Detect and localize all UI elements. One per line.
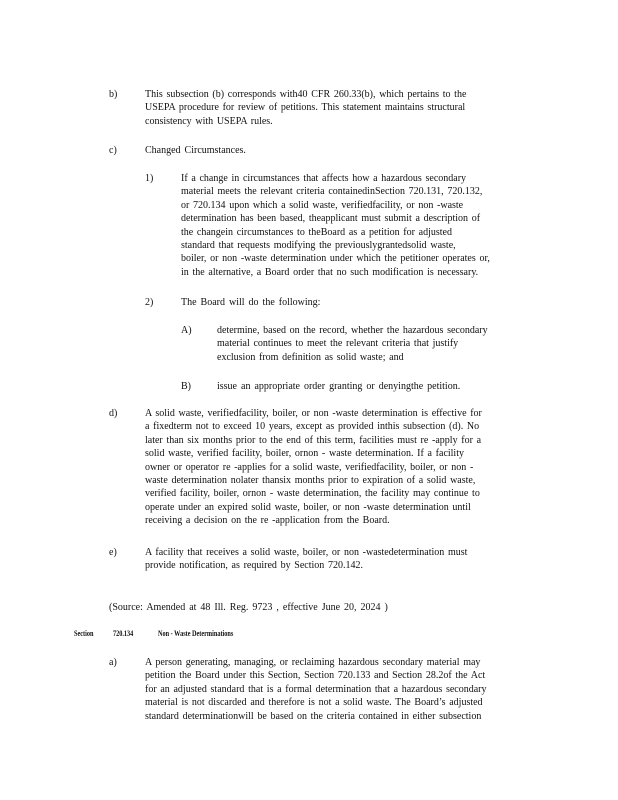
item-2-text: The Board will do the following: bbox=[181, 297, 321, 308]
text-line: operate under an expired solid waste, boiler, or non -waste determination until bbox=[145, 501, 471, 513]
subsection-a-marker: a) bbox=[109, 657, 117, 668]
item-1-marker: 1) bbox=[145, 173, 154, 184]
text-line: receiving a decision on the re -application from the Board. bbox=[145, 515, 390, 527]
text-line: USEPA procedure for review of petitions. This statement maintains structural bbox=[145, 102, 466, 114]
text-line: standard determinationwill be based on the criteria contained in either subsection bbox=[145, 710, 482, 722]
text-line: petition the Board under this Section, Section 720.133 and Section 28.2of the Act bbox=[145, 670, 486, 682]
text-line: boiler, or non -waste determination under which the petitioner operates or, bbox=[181, 253, 490, 265]
section-label: Section bbox=[74, 629, 94, 638]
text-line: determination has been based, theapplicant must submit a description of bbox=[181, 213, 481, 225]
text-line: material meets the relevant criteria containedinSection 720.131, 720.132, bbox=[181, 186, 483, 198]
text-line: waste determination nolater thansix months prior to expiration of a solid waste, bbox=[145, 475, 476, 487]
text-line: for an adjusted standard that is a formal determination that a hazardous secondary bbox=[145, 683, 487, 695]
subsection-e-text bbox=[145, 546, 517, 573]
text-line: material continues to meet the relevant criteria that justify bbox=[217, 338, 459, 350]
subsection-b-marker: b) bbox=[109, 89, 118, 100]
subsection-d-marker: d) bbox=[109, 408, 118, 419]
text-line: consistency with USEPA rules. bbox=[145, 115, 273, 127]
subsection-c-marker: c) bbox=[109, 145, 117, 156]
item-A-text bbox=[217, 324, 524, 364]
subsection-c-heading: Changed Circumstances. bbox=[145, 145, 246, 156]
subsection-d-text bbox=[145, 407, 535, 528]
text-line: A person generating, managing, or reclaiming hazardous secondary material may bbox=[145, 657, 481, 668]
text-line: owner or operator re -applies for a solid waste, verifiedfacility, boiler, or non - bbox=[145, 461, 474, 473]
text-line: solid waste, verified facility, boiler, ornon - waste determination. If a facility bbox=[145, 448, 464, 460]
text-line: A facility that receives a solid waste, boiler, or non -wastedetermination must bbox=[145, 547, 468, 558]
text-line: a fixedterm not to exceed 10 years, except as provided inthis subsection (d). No bbox=[145, 421, 480, 433]
text-line: exclusion from definition as solid waste; and bbox=[217, 351, 404, 363]
text-line: material is not discarded and therefore is not a solid waste. The Board’s adjusted bbox=[145, 697, 483, 709]
text-line: the changein circumstances to theBoard as a petition for adjusted bbox=[181, 226, 452, 238]
item-1-text bbox=[181, 172, 536, 279]
subsection-e-marker: e) bbox=[109, 547, 117, 558]
text-line: This subsection (b) corresponds with40 CFR 260.33(b), which pertains to the bbox=[145, 89, 467, 100]
text-line: in the alternative, a Board order that no such modification is necessary. bbox=[181, 266, 479, 278]
item-B-marker: B) bbox=[181, 381, 191, 392]
item-2-marker: 2) bbox=[145, 297, 154, 308]
text-line: determine, based on the record, whether the hazardous secondary bbox=[217, 325, 488, 336]
source-note: (Source: Amended at 48 Ill. Reg. 9723 , effective June 20, 2024 ) bbox=[109, 602, 388, 613]
section-number: 720.134 bbox=[113, 629, 134, 638]
text-line: later than six months prior to the end of this term, facilities must re -apply for a bbox=[145, 434, 482, 446]
text-line: If a change in circumstances that affects how a hazardous secondary bbox=[181, 173, 467, 184]
text-line: verified facility, boiler, ornon - waste determination, the facility may continue to bbox=[145, 488, 480, 500]
text-line: provide notification, as required by Section 720.142. bbox=[145, 560, 363, 572]
subsection-a-text bbox=[145, 656, 533, 723]
item-B-text: issue an appropriate order granting or denyingthe petition. bbox=[217, 381, 461, 392]
subsection-b-text bbox=[145, 88, 517, 128]
text-line: standard that requests modifying the previouslygrantedsolid waste, bbox=[181, 240, 456, 252]
item-A-marker: A) bbox=[181, 325, 192, 336]
section-title: Non - Waste Determinations bbox=[158, 629, 234, 638]
text-line: A solid waste, verifiedfacility, boiler, or non -waste determination is effective for bbox=[145, 408, 482, 419]
text-line: or 720.134 upon which a solid waste, verifiedfacility, or non -waste bbox=[181, 199, 464, 211]
